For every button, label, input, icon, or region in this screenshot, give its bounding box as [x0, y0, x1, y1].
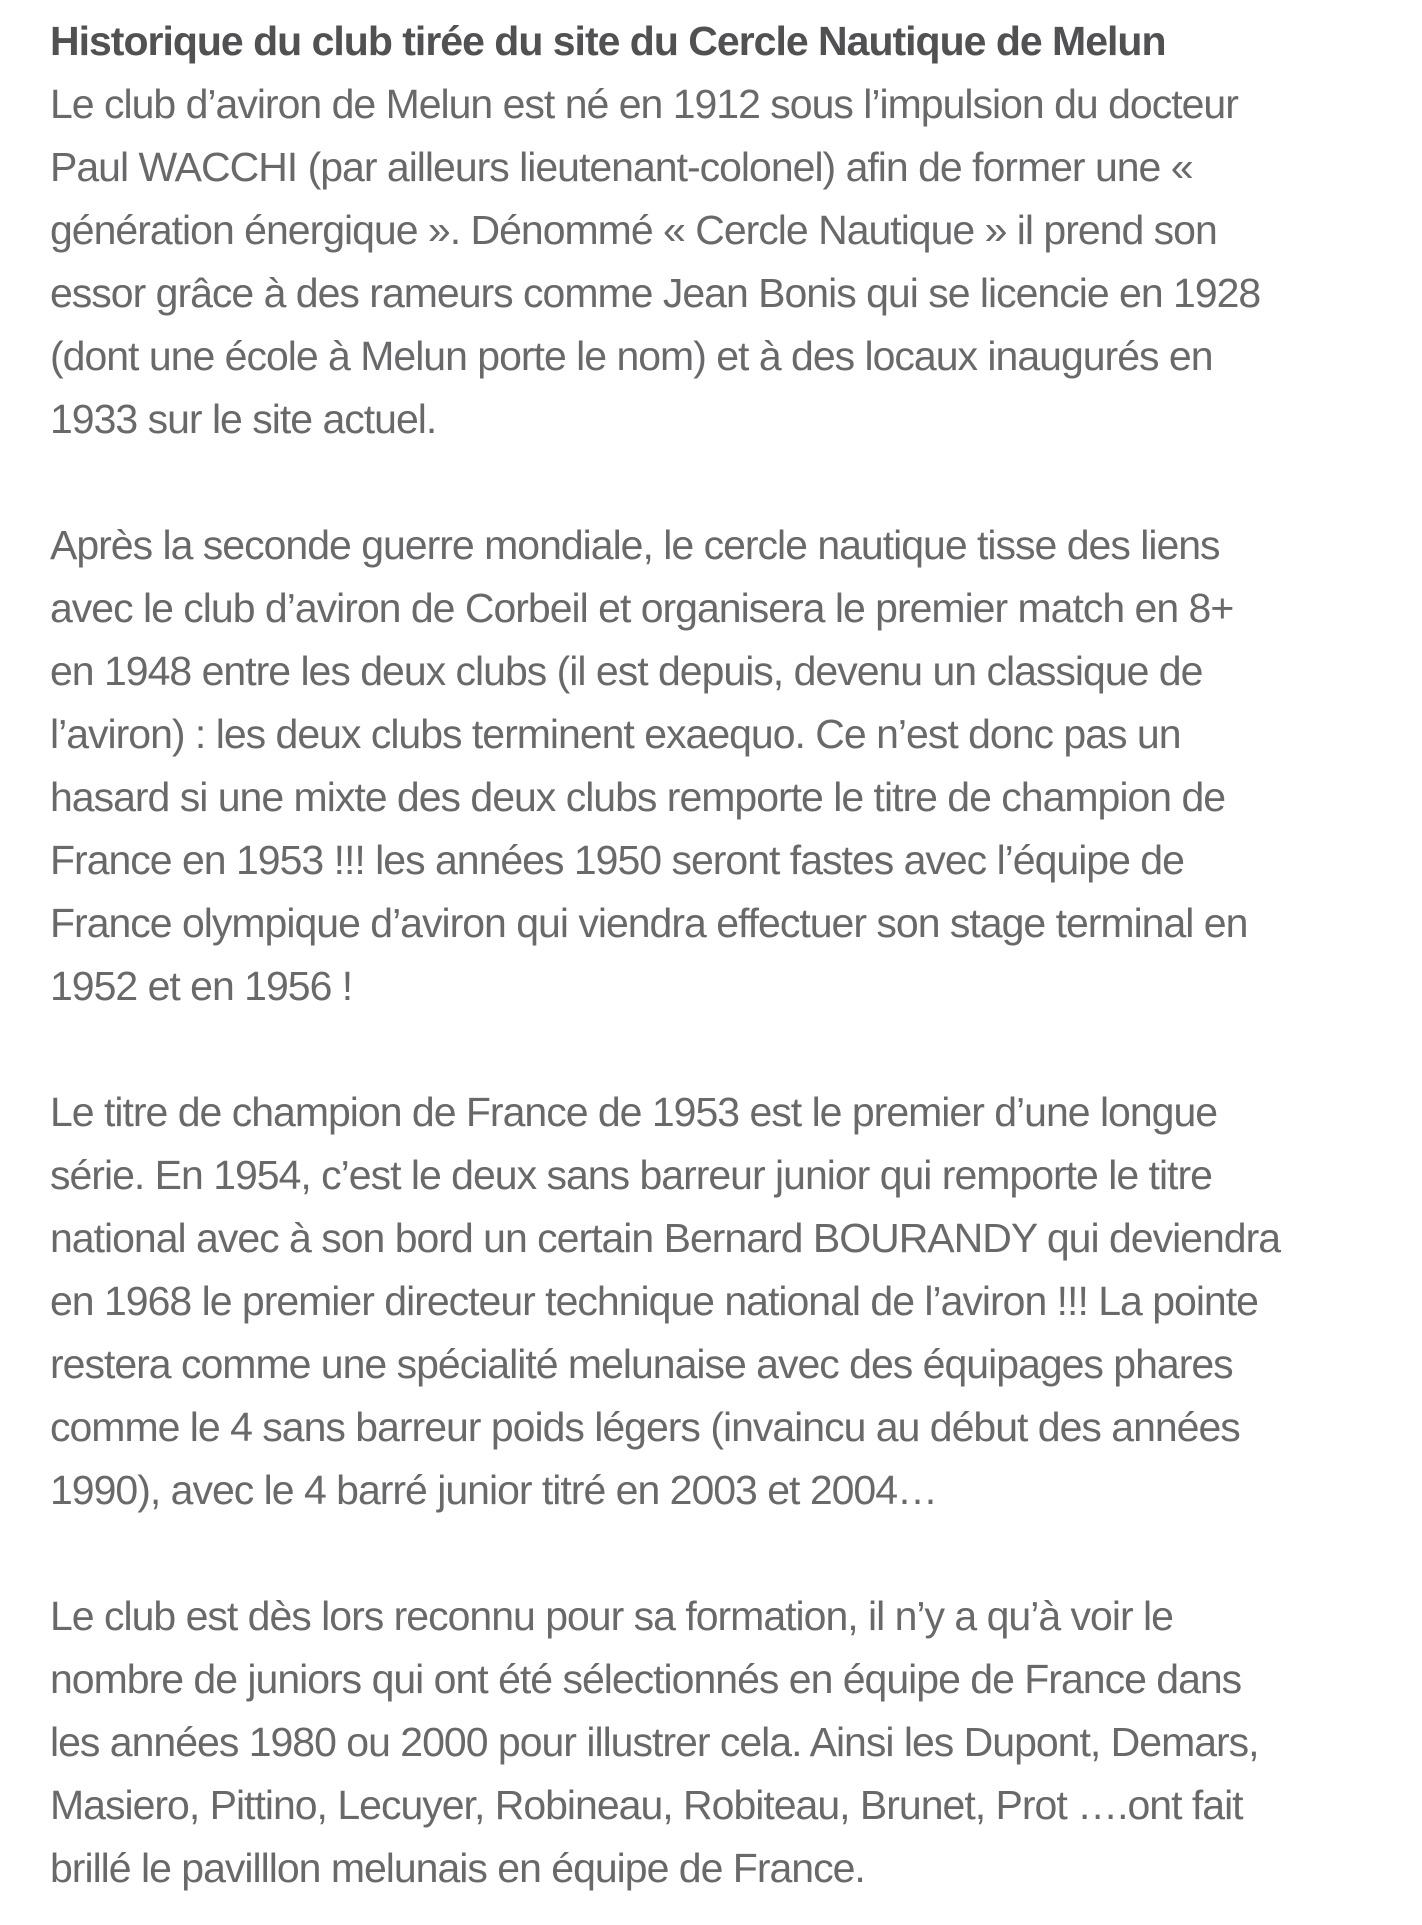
text-line: hasard si une mixte des deux clubs remporte le titre de champion de	[50, 774, 1226, 820]
text-line: comme le 4 sans barreur poids légers (invaincu au début des années	[50, 1404, 1240, 1450]
text-line: brillé le pavilllon melunais en équipe de France.	[50, 1845, 865, 1891]
text-line: essor grâce à des rameurs comme Jean Bonis qui se licencie en 1928	[50, 270, 1261, 316]
text-line: France en 1953 !!! les années 1950 seront fastes avec l’équipe de	[50, 837, 1184, 883]
text-line: France olympique d’aviron qui viendra effectuer son stage terminal en	[50, 900, 1248, 946]
text-line: Après la seconde guerre mondiale, le cercle nautique tisse des liens	[50, 522, 1220, 568]
text-line: série. En 1954, c’est le deux sans barreur junior qui remporte le titre	[50, 1152, 1212, 1198]
text-line: 1990), avec le 4 barré junior titré en 2003 et 2004…	[50, 1467, 938, 1513]
text-line: Le club est dès lors reconnu pour sa formation, il n’y a qu’à voir le	[50, 1593, 1173, 1639]
text-line: restera comme une spécialité melunaise avec des équipages phares	[50, 1341, 1233, 1387]
text-line: 1933 sur le site actuel.	[50, 396, 437, 442]
page-title: Historique du club tirée du site du Cercle Nautique de Melun	[50, 18, 1166, 64]
text-line: Le titre de champion de France de 1953 est le premier d’une longue	[50, 1089, 1218, 1135]
text-line: les années 1980 ou 2000 pour illustrer cela. Ainsi les Dupont, Demars,	[50, 1719, 1259, 1765]
text-line: en 1948 entre les deux clubs (il est depuis, devenu un classique de	[50, 648, 1203, 694]
text-line: 1952 et en 1956 !	[50, 963, 353, 1009]
text-line: national avec à son bord un certain Bernard BOURANDY qui deviendra	[50, 1215, 1281, 1261]
text-line: nombre de juniors qui ont été sélectionnés en équipe de France dans	[50, 1656, 1242, 1702]
text-line: en 1968 le premier directeur technique national de l’aviron !!! La pointe	[50, 1278, 1258, 1324]
text-line: Paul WACCHI (par ailleurs lieutenant-colonel) afin de former une «	[50, 144, 1193, 190]
text-line: avec le club d’aviron de Corbeil et organisera le premier match en 8+	[50, 585, 1234, 631]
paragraph-club-origins	[50, 73, 1394, 451]
text-line: (dont une école à Melun porte le nom) et à des locaux inaugurés en	[50, 333, 1213, 379]
text-line: l’aviron) : les deux clubs terminent exaequo. Ce n’est donc pas un	[50, 711, 1181, 757]
paragraph-post-war	[50, 514, 1394, 1018]
text-line: Masiero, Pittino, Lecuyer, Robineau, Robiteau, Brunet, Prot ….ont fait	[50, 1782, 1243, 1828]
paragraph-champion-titles	[50, 1081, 1394, 1522]
text-line: génération énergique ». Dénommé « Cercle Nautique » il prend son	[50, 207, 1217, 253]
paragraph-club-formation	[50, 1585, 1394, 1900]
text-line: Le club d’aviron de Melun est né en 1912 sous l’impulsion du docteur	[50, 81, 1238, 127]
